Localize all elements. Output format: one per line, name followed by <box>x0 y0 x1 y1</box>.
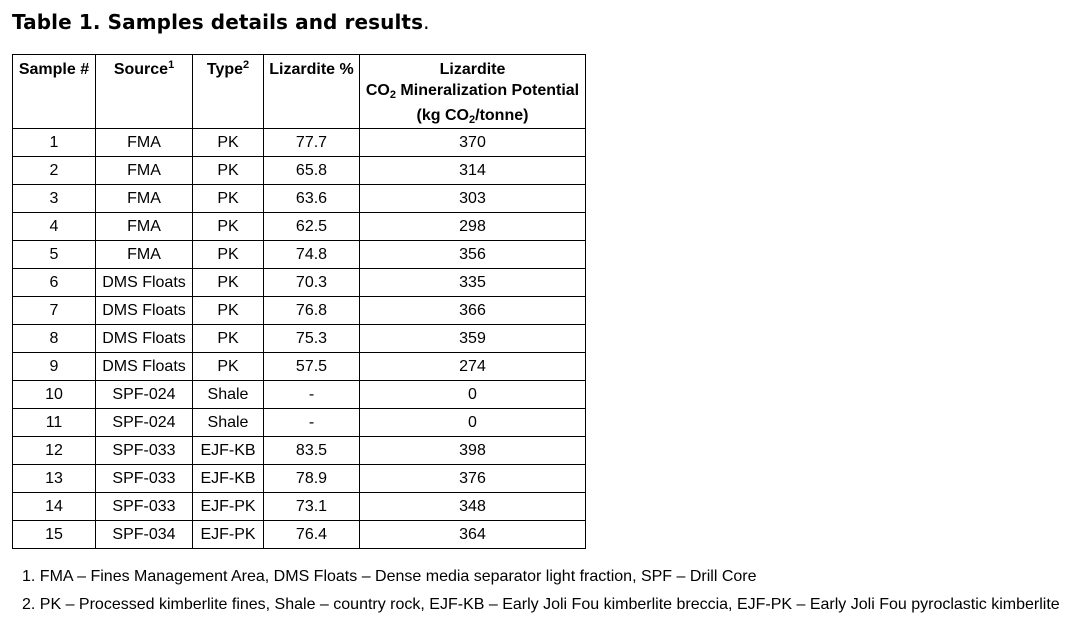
cell-co2-potential: 314 <box>360 157 586 185</box>
cell-source: DMS Floats <box>96 325 193 353</box>
cell-type: PK <box>193 157 264 185</box>
cell-co2-potential: 274 <box>360 353 586 381</box>
cell-co2-potential: 0 <box>360 409 586 437</box>
table-row <box>13 465 586 493</box>
header-co2-line1: Lizardite <box>439 61 506 78</box>
header-row <box>13 55 586 129</box>
header-source <box>96 55 193 129</box>
cell-co2-potential: 298 <box>360 213 586 241</box>
samples-table <box>12 54 586 549</box>
table-row <box>13 297 586 325</box>
cell-type: PK <box>193 213 264 241</box>
cell-type: PK <box>193 129 264 157</box>
table-row <box>13 521 586 549</box>
cell-source: SPF-034 <box>96 521 193 549</box>
table-row <box>13 381 586 409</box>
cell-type: EJF-PK <box>193 493 264 521</box>
cell-source: SPF-033 <box>96 465 193 493</box>
cell-source: FMA <box>96 241 193 269</box>
header-co2-line2-pre: CO <box>365 82 390 99</box>
cell-sample: 14 <box>13 493 96 521</box>
header-sample <box>13 55 96 129</box>
header-lizardite-percent-label: Lizardite % <box>269 61 354 78</box>
cell-sample: 9 <box>13 353 96 381</box>
cell-source: SPF-024 <box>96 381 193 409</box>
cell-co2-potential: 335 <box>360 269 586 297</box>
cell-type: PK <box>193 269 264 297</box>
cell-lizardite-percent: - <box>264 381 360 409</box>
table-row <box>13 185 586 213</box>
cell-lizardite-percent: 65.8 <box>264 157 360 185</box>
cell-type: PK <box>193 241 264 269</box>
header-type-footnote-mark: 2 <box>243 59 250 71</box>
cell-co2-potential: 376 <box>360 465 586 493</box>
cell-sample: 15 <box>13 521 96 549</box>
table-row <box>13 353 586 381</box>
cell-lizardite-percent: 77.7 <box>264 129 360 157</box>
cell-source: FMA <box>96 185 193 213</box>
cell-source: SPF-024 <box>96 409 193 437</box>
header-co2-line3-pre: (kg CO <box>416 107 469 124</box>
footnote-2: 2. PK – Processed kimberlite fines, Shale – country rock, EJF-KB – Early Joli Fou kimberlite breccia, EJF-PK – Early Joli Fou pyroclastic kimberlite <box>22 596 1060 613</box>
cell-sample: 6 <box>13 269 96 297</box>
table-body <box>13 129 586 549</box>
cell-sample: 7 <box>13 297 96 325</box>
table-row <box>13 493 586 521</box>
header-sample-label: Sample # <box>18 61 90 78</box>
cell-lizardite-percent: 78.9 <box>264 465 360 493</box>
cell-sample: 5 <box>13 241 96 269</box>
cell-lizardite-percent: 76.4 <box>264 521 360 549</box>
cell-sample: 1 <box>13 129 96 157</box>
cell-sample: 3 <box>13 185 96 213</box>
table-title-text: Table 1. Samples details and results <box>12 10 424 34</box>
cell-co2-potential: 370 <box>360 129 586 157</box>
table-title <box>12 10 430 34</box>
cell-co2-potential: 348 <box>360 493 586 521</box>
cell-co2-potential: 0 <box>360 381 586 409</box>
header-co2-line3-post: /tonne) <box>475 107 529 124</box>
cell-sample: 8 <box>13 325 96 353</box>
header-co2-potential <box>360 55 586 129</box>
header-type-label: Type <box>206 61 244 78</box>
table-header <box>13 55 586 129</box>
cell-sample: 10 <box>13 381 96 409</box>
cell-co2-potential: 366 <box>360 297 586 325</box>
cell-lizardite-percent: 74.8 <box>264 241 360 269</box>
header-co2-line3-sub: 2 <box>469 114 476 126</box>
cell-sample: 12 <box>13 437 96 465</box>
header-lizardite-percent <box>264 55 360 129</box>
cell-source: FMA <box>96 157 193 185</box>
cell-lizardite-percent: 75.3 <box>264 325 360 353</box>
header-co2-line2-sub: 2 <box>389 89 396 101</box>
cell-sample: 11 <box>13 409 96 437</box>
cell-lizardite-percent: 63.6 <box>264 185 360 213</box>
cell-lizardite-percent: 76.8 <box>264 297 360 325</box>
table-row <box>13 213 586 241</box>
cell-lizardite-percent: 57.5 <box>264 353 360 381</box>
table-row <box>13 269 586 297</box>
cell-type: PK <box>193 353 264 381</box>
header-co2-line3 <box>360 103 585 128</box>
table-row <box>13 437 586 465</box>
cell-co2-potential: 398 <box>360 437 586 465</box>
cell-type: EJF-KB <box>193 465 264 493</box>
table-row <box>13 157 586 185</box>
footnote-1: 1. FMA – Fines Management Area, DMS Floats – Dense media separator light fraction, SPF – Drill Core <box>22 568 757 585</box>
header-type <box>193 55 264 129</box>
cell-type: Shale <box>193 409 264 437</box>
cell-type: EJF-PK <box>193 521 264 549</box>
cell-source: DMS Floats <box>96 269 193 297</box>
cell-lizardite-percent: 73.1 <box>264 493 360 521</box>
cell-type: PK <box>193 297 264 325</box>
cell-sample: 13 <box>13 465 96 493</box>
table-row <box>13 241 586 269</box>
cell-source: FMA <box>96 213 193 241</box>
header-source-label: Source <box>113 61 169 78</box>
cell-sample: 2 <box>13 157 96 185</box>
cell-source: DMS Floats <box>96 353 193 381</box>
cell-co2-potential: 303 <box>360 185 586 213</box>
header-co2-line2 <box>360 79 585 103</box>
cell-source: FMA <box>96 129 193 157</box>
cell-sample: 4 <box>13 213 96 241</box>
cell-source: SPF-033 <box>96 437 193 465</box>
cell-source: SPF-033 <box>96 493 193 521</box>
header-source-footnote-mark: 1 <box>168 59 175 71</box>
table-row <box>13 325 586 353</box>
cell-lizardite-percent: 83.5 <box>264 437 360 465</box>
cell-type: PK <box>193 325 264 353</box>
table-row <box>13 409 586 437</box>
cell-co2-potential: 356 <box>360 241 586 269</box>
cell-lizardite-percent: 62.5 <box>264 213 360 241</box>
cell-type: Shale <box>193 381 264 409</box>
cell-source: DMS Floats <box>96 297 193 325</box>
cell-co2-potential: 364 <box>360 521 586 549</box>
footnotes <box>22 563 1060 619</box>
cell-type: PK <box>193 185 264 213</box>
cell-lizardite-percent: - <box>264 409 360 437</box>
cell-lizardite-percent: 70.3 <box>264 269 360 297</box>
header-co2-line2-post: Mineralization Potential <box>395 82 580 99</box>
cell-co2-potential: 359 <box>360 325 586 353</box>
table-row <box>13 129 586 157</box>
table-title-period: . <box>423 10 430 34</box>
cell-type: EJF-KB <box>193 437 264 465</box>
